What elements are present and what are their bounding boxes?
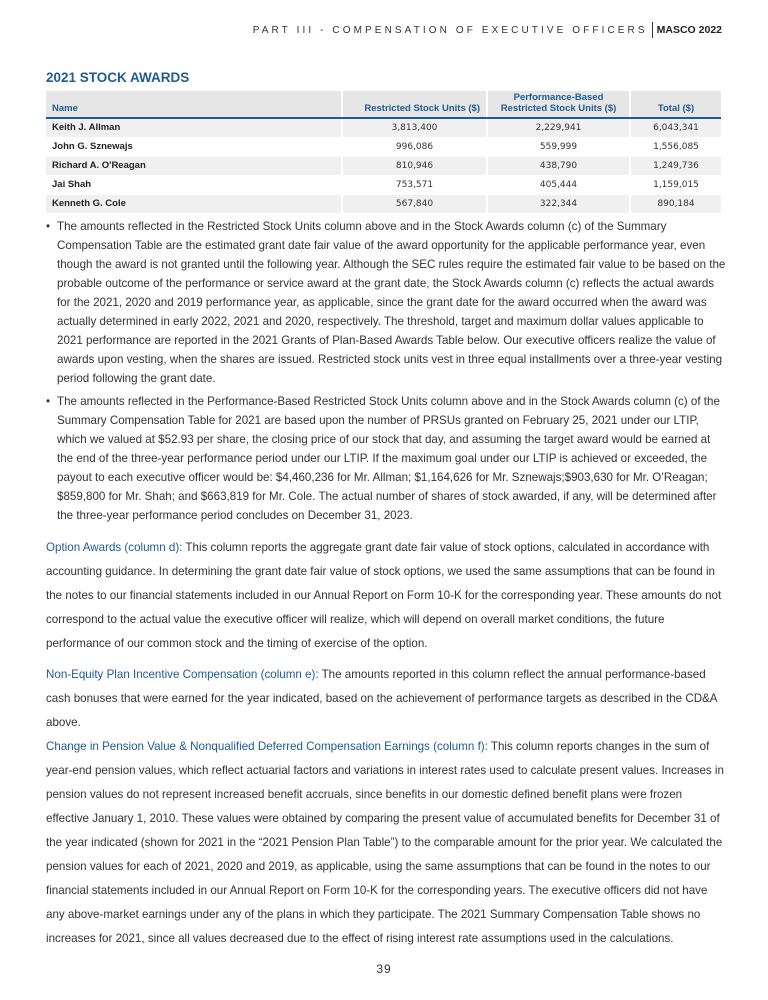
paragraph-text: This column reports the aggregate grant date fair value of stock options, calculated in accordance with accounting guidance. In determining the grant date fair value of stock options, we used the same assumptions that can be found in the notes to our financial statements included in our Annual Report on Form 10-K for the corresponding year. These amounts do not correspond to the actual value the executive officer will realize, which will depend on overall market conditions, the future performance of our common stock and the timing of exercise of the option. xyxy=(46,541,722,650)
paragraph-lead: Option Awards (column d): xyxy=(46,541,183,554)
bullet-icon: • xyxy=(46,395,51,408)
cell-total: 1,249,736 xyxy=(630,156,721,175)
footnote-bullets xyxy=(46,217,726,529)
cell-rsu: 567,840 xyxy=(342,194,487,213)
cell-prsu: 438,790 xyxy=(487,156,630,175)
bullet-text: The amounts reflected in the Performance-Based Restricted Stock Units column above and in the Stock Awards column (c) of the Summary Compensation Table for 2021 are based upon the number of PRSUs granted on February 25, 2021 under our LTIP, which we valued at $52.93 per share, the closing price of our stock that day, and assuming the target award would be earned at the end of the three-year performance period under our LTIP. If the maximum goal under our LTIP is achieved or exceeded, the payout to each executive officer would be: $4,460,236 for Mr. Allman; $1,164,626 for Mr. Sznewajs;$903,630 for Mr. O’Reagan; $859,800 for Mr. Shah; and $663,819 for Mr. Cole. The actual number of shares of stock awarded, if any, will be determined after the three-year performance period concludes on December 31, 2023. xyxy=(57,395,720,522)
table-row xyxy=(46,175,721,194)
bullet-item-rsu xyxy=(46,217,726,388)
cell-total: 1,556,085 xyxy=(630,137,721,156)
cell-prsu: 322,344 xyxy=(487,194,630,213)
cell-prsu: 2,229,941 xyxy=(487,118,630,137)
table-row xyxy=(46,194,721,213)
bullet-item-prsu xyxy=(46,392,726,525)
paragraph-option-awards xyxy=(46,536,726,656)
stock-awards-table xyxy=(46,91,721,214)
table-row xyxy=(46,118,721,137)
cell-prsu: 405,444 xyxy=(487,175,630,194)
column-header-name: Name xyxy=(46,91,342,118)
cell-rsu: 810,946 xyxy=(342,156,487,175)
cell-name: Keith J. Allman xyxy=(46,118,342,137)
cell-name: Kenneth G. Cole xyxy=(46,194,342,213)
column-header-total: Total ($) xyxy=(630,91,721,118)
table-row xyxy=(46,156,721,175)
table-title: 2021 STOCK AWARDS xyxy=(46,70,190,85)
column-header-prsu-line2: Restricted Stock Units ($) xyxy=(500,103,617,114)
bullet-text: The amounts reflected in the Restricted Stock Units column above and in the Stock Awards column (c) of the Summary Compensation Table are the estimated grant date fair value of the award opportunity for the applicable performance year, even though the award is not granted until the following year. Although the SEC rules require the estimated fair value to be based on the probable outcome of the performance or service award at the grant date, the Stock Awards column (c) reflects the actual awards for the 2021, 2020 and 2019 performance year, as applicable, since the grant date for the award occurred when the award was actually determined in early 2022, 2021 and 2020, respectively. The threshold, target and maximum dollar values applicable to 2021 performance are reported in the 2021 Grants of Plan-Based Awards Table below. Our executive officers realize the value of awards upon vesting, when the shares are issued. Restricted stock units vest in three equal installments over a three-year vesting period following the grant date. xyxy=(57,220,726,385)
paragraph-non-equity xyxy=(46,663,726,735)
brand-label: MASCO 2022 xyxy=(656,24,722,36)
cell-name: John G. Sznewajs xyxy=(46,137,342,156)
paragraph-lead: Change in Pension Value & Nonqualified Deferred Compensation Earnings (column f): xyxy=(46,740,488,753)
cell-total: 6,043,341 xyxy=(630,118,721,137)
cell-rsu: 996,086 xyxy=(342,137,487,156)
cell-name: Richard A. O'Reagan xyxy=(46,156,342,175)
column-header-rsu: Restricted Stock Units ($) xyxy=(342,91,487,118)
cell-total: 890,184 xyxy=(630,194,721,213)
column-header-prsu xyxy=(487,91,630,118)
cell-total: 1,159,015 xyxy=(630,175,721,194)
cell-rsu: 753,571 xyxy=(342,175,487,194)
paragraph-lead: Non-Equity Plan Incentive Compensation (column e): xyxy=(46,668,319,681)
cell-rsu: 3,813,400 xyxy=(342,118,487,137)
paragraph-text: The amounts reported in this column reflect the annual performance-based cash bonuses that were earned for the year indicated, based on the achievement of performance targets as described in the CD&A above. xyxy=(46,668,717,729)
page-header xyxy=(253,22,722,38)
bullet-icon: • xyxy=(46,220,51,233)
page-number: 39 xyxy=(376,962,392,976)
table-row xyxy=(46,137,721,156)
section-title: PART III - COMPENSATION OF EXECUTIVE OFFICERS xyxy=(252,24,648,36)
table-header-row xyxy=(46,91,721,118)
cell-name: Jai Shah xyxy=(46,175,342,194)
paragraph-text: This column reports changes in the sum of year-end pension values, which reflect actuarial factors and variations in interest rates used to calculate present values. Increases in pension values do not represent increased benefit accruals, since benefits in our domestic defined benefit plans were frozen effective January 1, 2010. These values were obtained by comparing the present value of accumulated benefits for December 31 of the year indicated (shown for 2021 in the “2021 Pension Plan Table”) to the comparable amount for the prior year. We calculated the pension values for each of 2021, 2020 and 2019, as applicable, using the same assumptions that can be found in the notes to our financial statements included in our Annual Report on Form 10-K for the corresponding years. The executive officers did not have any above-market earnings under any of the plans in which they participate. The 2021 Summary Compensation Table shows no increases for 2021, since all values decreased due to the effect of rising interest rate assumptions used in the calculations. xyxy=(46,740,724,945)
column-header-prsu-line1: Performance-Based xyxy=(513,92,604,103)
paragraph-pension xyxy=(46,735,726,951)
header-divider xyxy=(652,22,653,38)
cell-prsu: 559,999 xyxy=(487,137,630,156)
